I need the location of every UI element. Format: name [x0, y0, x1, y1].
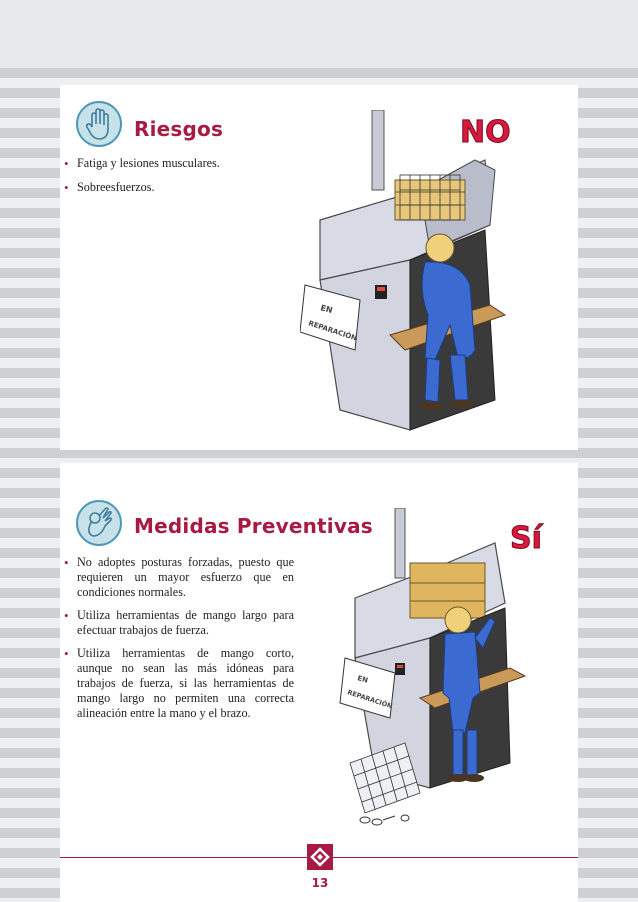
ok-hand-icon: [76, 500, 122, 546]
prevention-title: Medidas Preventivas: [134, 514, 373, 538]
worker-correct-posture-illustration: [325, 508, 575, 828]
verdict-no: NO: [460, 115, 511, 150]
list-item: • No adoptes posturas forzadas, puesto que requieren un mayor esfuerzo que en condiciones normales.: [64, 555, 294, 600]
verdict-si: Sí: [510, 521, 542, 556]
diamond-logo-icon: [307, 844, 333, 870]
list-item: • Utiliza herramientas de mango corto, aunque no sean las más idóneas para trabajos de fuerza, si las herramientas de mango largo no permiten una correcta alineación entre la mano y el brazo.: [64, 646, 294, 721]
list-item: • Fatiga y lesiones musculares.: [64, 156, 264, 171]
hand-icon: [76, 101, 122, 147]
list-item: • Sobreesfuerzos.: [64, 180, 264, 195]
risks-title: Riesgos: [134, 117, 224, 141]
svg-text:REPARACIÓN: REPARACIÓN: [346, 688, 394, 711]
svg-text:EN: EN: [356, 674, 369, 685]
worker-wrong-posture-illustration: [300, 110, 560, 445]
svg-text:EN: EN: [319, 303, 334, 316]
risks-list: [64, 156, 264, 195]
svg-text:REPARACIÓN: REPARACIÓN: [307, 319, 358, 343]
prevention-list: [64, 555, 294, 721]
risks-panel: [60, 85, 578, 450]
list-item: • Utiliza herramientas de mango largo para efectuar trabajos de fuerza.: [64, 608, 294, 638]
prevention-panel: [60, 463, 578, 902]
page-number: 13: [311, 876, 329, 890]
